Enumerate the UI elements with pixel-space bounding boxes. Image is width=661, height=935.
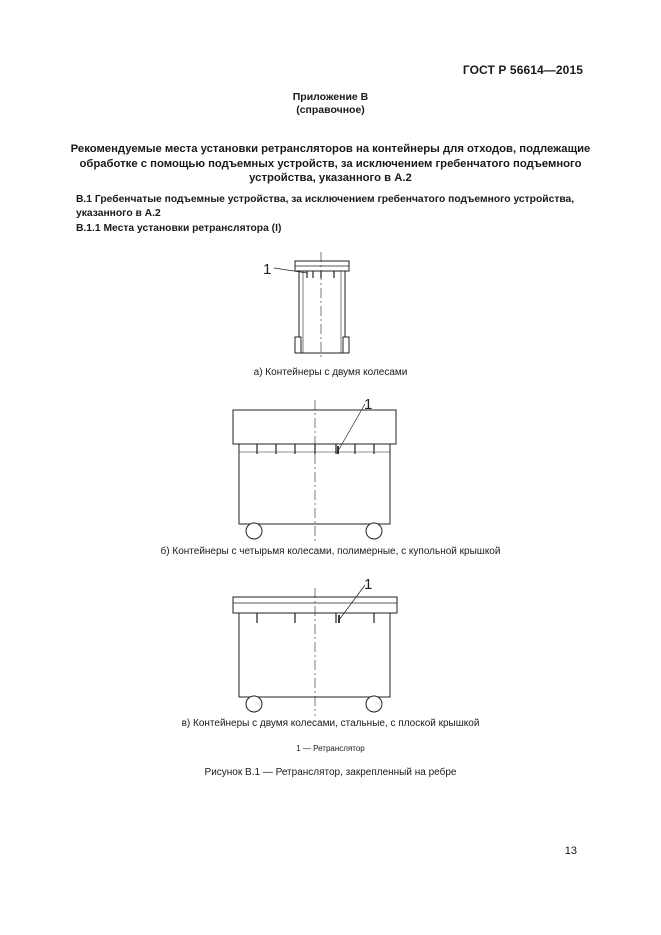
drawing-b-wheel-left	[246, 523, 262, 539]
drawing-c-wheel-left	[246, 696, 262, 712]
drawing-a-callout: 1	[263, 261, 272, 278]
caption-a: а) Контейнеры с двумя колесами	[253, 367, 408, 378]
annex-title: Приложение В	[292, 91, 369, 103]
drawing-c-body	[239, 613, 390, 697]
figure-title: Рисунок В.1 — Ретранслятор, закрепленный на ребре	[204, 767, 457, 778]
drawing-b-callout: 1	[364, 396, 373, 413]
subsection-heading: В.1.1 Места установки ретранслятора (I)	[76, 223, 282, 234]
annex-type: (справочное)	[296, 104, 365, 116]
caption-c: в) Контейнеры с двумя колесами, стальные, с плоской крышкой	[181, 718, 480, 729]
drawing-a-wheel-left	[295, 337, 301, 353]
drawing-a-body	[299, 271, 345, 353]
document-code: ГОСТ Р 56614—2015	[462, 63, 583, 77]
drawing-b-lid	[233, 410, 396, 444]
section-heading: В.1 Гребенчатые подъемные устройства, за исключением гребенчатого подъемного устройства, указанного в А.2	[76, 194, 575, 219]
drawing-a	[274, 252, 349, 358]
drawing-c-wheel-right	[366, 696, 382, 712]
caption-b: б) Контейнеры с четырьмя колесами, полимерные, с купольной крышкой	[160, 546, 501, 557]
drawing-b-wheel-right	[366, 523, 382, 539]
drawing-b	[233, 400, 396, 542]
figure-legend: 1 — Ретранслятор	[296, 744, 365, 753]
drawing-c-callout: 1	[364, 576, 373, 593]
main-heading: Рекомендуемые места установки ретрансляторов на контейнеры для отходов, подлежащие обработке с помощью подъемных устройств, за исключением гребенчатого подъемного устройства, указанного в А.2	[70, 143, 591, 184]
drawing-c	[233, 585, 397, 716]
drawing-b-body	[239, 444, 390, 524]
page-number: 13	[564, 845, 577, 857]
drawing-a-wheel-right	[343, 337, 349, 353]
